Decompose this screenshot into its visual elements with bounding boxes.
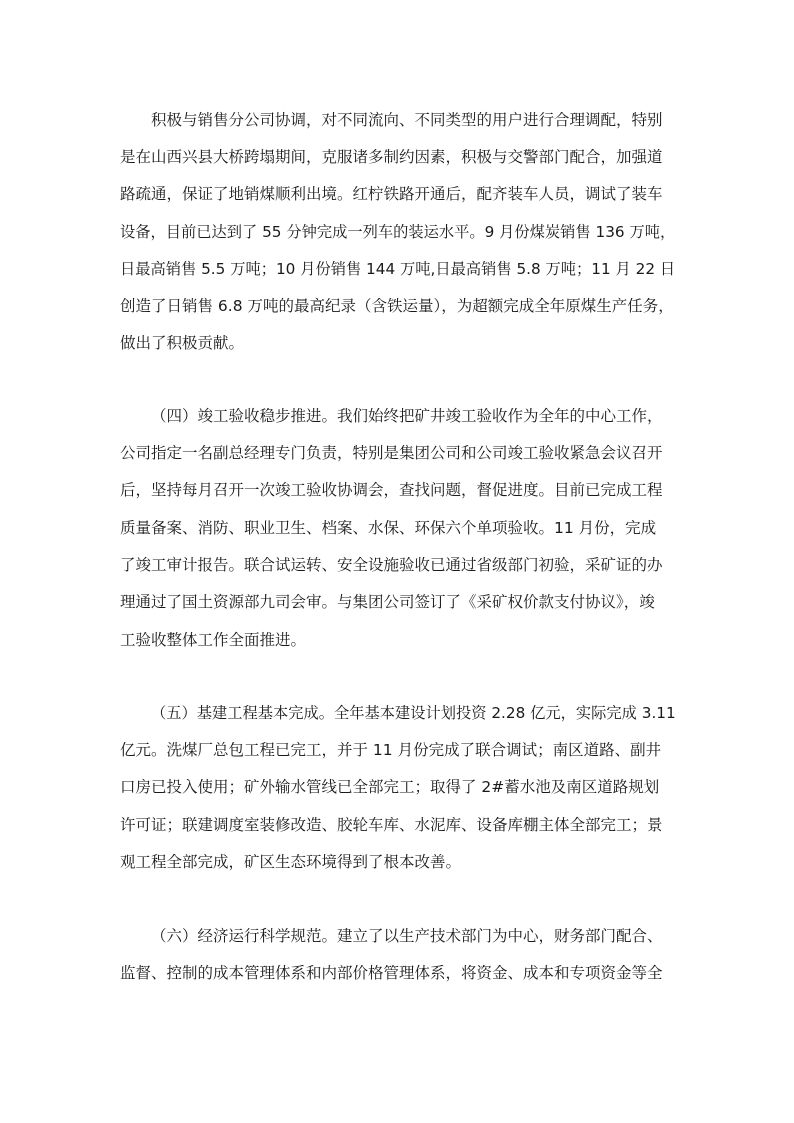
paragraph-1-line-1: 积极与销售分公司协调，对不同流向、不同类型的用户进行合理调配，特别 bbox=[151, 111, 663, 129]
paragraph-1-line-2: 是在山西兴县大桥跨塌期间，克服诸多制约因素，积极与交警部门配合，加强道 bbox=[120, 148, 663, 166]
paragraph-1-line-5: 日最高销售 5.5 万吨；10 月份销售 144 万吨,日最高销售 5.8 万吨；11 月 22 日 bbox=[120, 260, 676, 278]
paragraph-1-line-6: 创造了日销售 6.8 万吨的最高纪录（含铁运量），为超额完成全年原煤生产任务， bbox=[120, 297, 674, 315]
paragraph-3-line-1: （五）基建工程基本完成。全年基本建设计划投资 2.28 亿元，实际完成 3.11 bbox=[151, 704, 676, 722]
paragraph-2-line-3: 后，坚持每月召开一次竣工验收协调会，查找问题，督促进度。目前已完成工程 bbox=[120, 481, 663, 499]
paragraph-1-line-7: 做出了积极贡献。 bbox=[120, 334, 245, 352]
paragraph-2-line-4: 质量备案、消防、职业卫生、档案、水保、环保六个单项验收。11 月份，完成 bbox=[120, 519, 657, 537]
paragraph-3-line-5: 观工程全部完成，矿区生态环境得到了根本改善。 bbox=[120, 853, 462, 871]
paragraph-2-line-2: 公司指定一名副总经理专门负责，特别是集团公司和公司竣工验收紧急会议召开 bbox=[120, 444, 663, 462]
paragraph-1-line-4: 设备，目前已达到了 55 分钟完成一列车的装运水平。9 月份煤炭销售 136 万吨， bbox=[120, 223, 676, 241]
paragraph-4-line-2: 监督、控制的成本管理体系和内部价格管理体系，将资金、成本和专项资金等全 bbox=[120, 964, 663, 982]
paragraph-2-line-5: 了竣工审计报告。联合试运转、安全设施验收已通过省级部门初验，采矿证的办 bbox=[120, 556, 663, 574]
paragraph-3-line-3: 口房已投入使用；矿外输水管线已全部完工；取得了 2#蓄水池及南区道路规划 bbox=[120, 778, 660, 796]
paragraph-2-line-1: （四）竣工验收稳步推进。我们始终把矿井竣工验收作为全年的中心工作， bbox=[151, 407, 663, 425]
paragraph-1-line-3: 路疏通，保证了地销煤顺利出境。红柠铁路开通后，配齐装车人员，调试了装车 bbox=[120, 185, 663, 203]
paragraph-2-line-7: 工验收整体工作全面推进。 bbox=[120, 631, 307, 649]
paragraph-3-line-4: 许可证；联建调度室装修改造、胶轮车库、水泥库、设备库棚主体全部完工；景 bbox=[120, 816, 663, 834]
paragraph-3-line-2: 亿元。洗煤厂总包工程已完工，并于 11 月份完成了联合调试；南区道路、副井 bbox=[120, 741, 662, 759]
paragraph-4-line-1: （六）经济运行科学规范。建立了以生产技术部门为中心，财务部门配合、 bbox=[151, 927, 663, 945]
paragraph-2-line-6: 理通过了国土资源部九司会审。与集团公司签订了《采矿权价款支付协议》，竣 bbox=[120, 593, 655, 611]
